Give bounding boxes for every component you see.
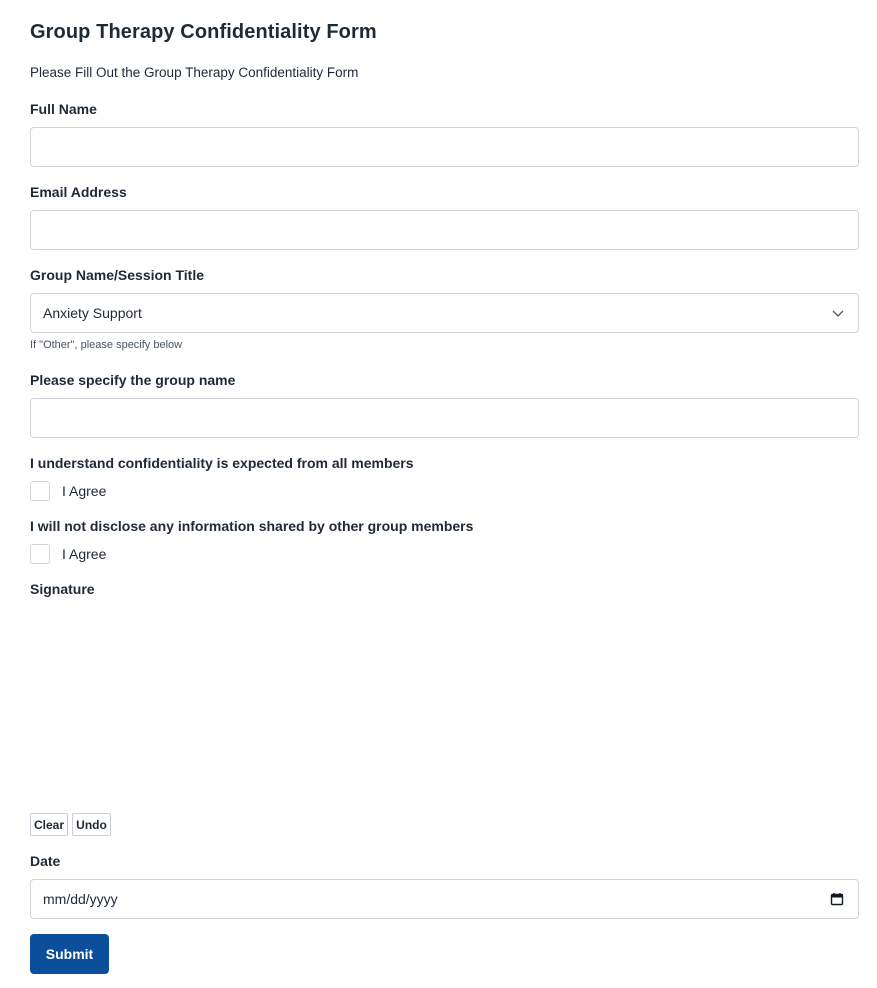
signature-undo-button[interactable]: Undo: [72, 813, 111, 836]
calendar-icon[interactable]: [830, 892, 844, 906]
specify-group-input[interactable]: [30, 398, 859, 438]
nondisclosure-agree-checkbox[interactable]: [30, 544, 50, 564]
signature-label: Signature: [30, 581, 95, 597]
email-label: Email Address: [30, 184, 127, 200]
confidentiality-question: I understand confidentiality is expected from all members: [30, 455, 414, 471]
date-placeholder: mm/dd/yyyy: [43, 891, 118, 907]
nondisclosure-question: I will not disclose any information shared by other group members: [30, 518, 474, 534]
specify-group-label: Please specify the group name: [30, 372, 236, 388]
confidentiality-agree-checkbox[interactable]: [30, 481, 50, 501]
group-name-select[interactable]: [30, 293, 859, 333]
form-subtitle: Please Fill Out the Group Therapy Confidentiality Form: [30, 65, 359, 80]
date-input[interactable]: [30, 879, 859, 919]
group-name-selected-value: Anxiety Support: [43, 305, 142, 321]
date-label: Date: [30, 853, 61, 869]
signature-clear-button[interactable]: Clear: [30, 813, 68, 836]
chevron-down-icon: [832, 307, 844, 319]
nondisclosure-agree-label: I Agree: [62, 546, 107, 562]
confidentiality-agree-option[interactable]: [30, 481, 106, 501]
submit-button[interactable]: Submit: [30, 934, 109, 974]
full-name-input[interactable]: [30, 127, 859, 167]
page-title: Group Therapy Confidentiality Form: [30, 21, 377, 43]
signature-pad[interactable]: [30, 606, 859, 806]
confidentiality-agree-label: I Agree: [62, 483, 107, 499]
email-input[interactable]: [30, 210, 859, 250]
nondisclosure-agree-option[interactable]: [30, 544, 106, 564]
group-name-hint: If "Other", please specify below: [30, 339, 183, 351]
group-name-label: Group Name/Session Title: [30, 267, 205, 283]
full-name-label: Full Name: [30, 101, 97, 117]
